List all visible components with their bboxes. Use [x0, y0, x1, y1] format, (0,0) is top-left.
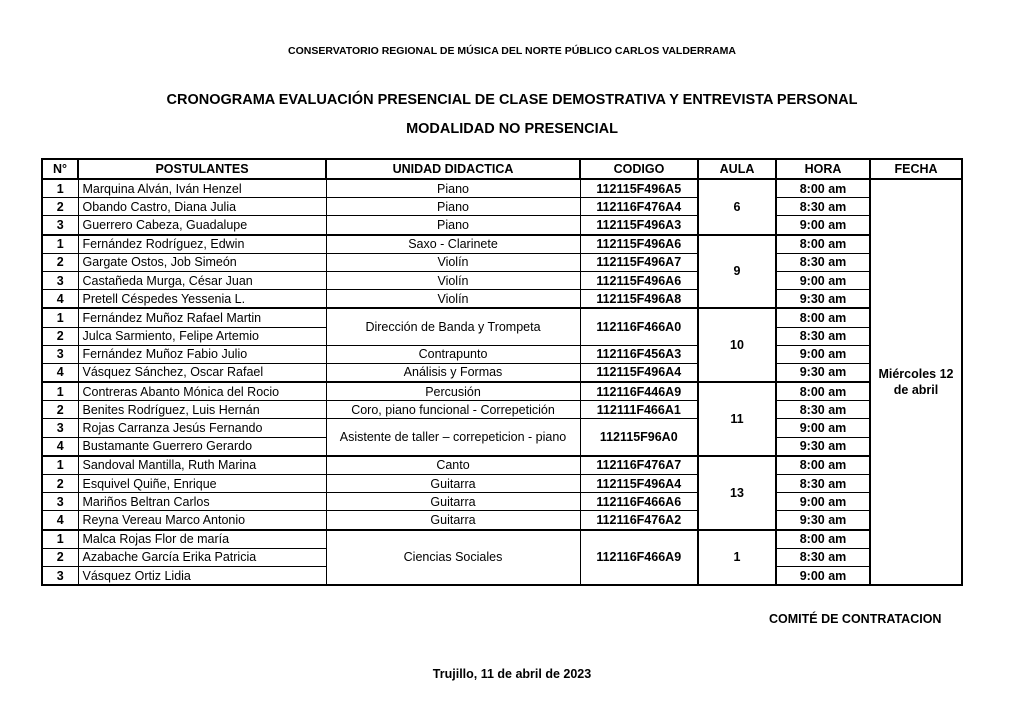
table-row: [42, 235, 962, 254]
applicant-name: Rojas Carranza Jesús Fernando: [78, 419, 326, 437]
codigo: 112115F496A7: [580, 253, 698, 271]
unidad-didactica: Percusión: [326, 382, 580, 401]
applicant-name: Benites Rodríguez, Luis Hernán: [78, 401, 326, 419]
hora: 8:30 am: [776, 548, 870, 566]
table-row: [42, 363, 962, 382]
row-number: 4: [42, 511, 78, 530]
hora: 9:00 am: [776, 216, 870, 235]
applicant-name: Contreras Abanto Mónica del Rocio: [78, 382, 326, 401]
hora: 9:30 am: [776, 363, 870, 382]
unidad-didactica: Coro, piano funcional - Correpetición: [326, 401, 580, 419]
codigo: 112116F476A2: [580, 511, 698, 530]
row-number: 2: [42, 198, 78, 216]
unidad-didactica: Violín: [326, 290, 580, 309]
row-number: 3: [42, 493, 78, 511]
table-row: [42, 216, 962, 235]
codigo: 112111F466A1: [580, 401, 698, 419]
row-number: 3: [42, 419, 78, 437]
fecha: Miércoles 12 de abril: [870, 179, 962, 585]
applicant-name: Mariños Beltran Carlos: [78, 493, 326, 511]
schedule-table: [41, 158, 963, 586]
hora: 8:30 am: [776, 198, 870, 216]
row-number: 2: [42, 548, 78, 566]
table-row: [42, 382, 962, 401]
row-number: 4: [42, 363, 78, 382]
table-body: [42, 179, 962, 585]
unidad-didactica: Violín: [326, 271, 580, 289]
hora: 9:30 am: [776, 437, 870, 456]
institution-name: CONSERVATORIO REGIONAL DE MÚSICA DEL NORTE PÚBLICO CARLOS VALDERRAMA: [287, 45, 737, 57]
codigo: 112115F496A3: [580, 216, 698, 235]
codigo: 112115F496A4: [580, 363, 698, 382]
table-row: [42, 198, 962, 216]
table-row: [42, 290, 962, 309]
hora: 9:00 am: [776, 271, 870, 289]
hora: 9:30 am: [776, 511, 870, 530]
applicant-name: Castañeda Murga, César Juan: [78, 271, 326, 289]
document-subtitle: MODALIDAD NO PRESENCIAL: [406, 121, 618, 137]
row-number: 3: [42, 271, 78, 289]
row-number: 3: [42, 216, 78, 235]
table-header-row: [42, 159, 962, 179]
unidad-didactica: Piano: [326, 179, 580, 198]
row-number: 1: [42, 530, 78, 549]
row-number: 1: [42, 456, 78, 475]
row-number: 1: [42, 382, 78, 401]
unidad-didactica: Violín: [326, 253, 580, 271]
hora: 9:00 am: [776, 493, 870, 511]
aula: 11: [698, 382, 776, 456]
hora: 9:00 am: [776, 566, 870, 585]
hora: 8:30 am: [776, 401, 870, 419]
header-hora: HORA: [776, 159, 870, 179]
table-row: [42, 401, 962, 419]
unidad-didactica: Guitarra: [326, 475, 580, 493]
codigo: 112115F496A6: [580, 271, 698, 289]
codigo: 112116F446A9: [580, 382, 698, 401]
codigo: 112116F466A0: [580, 308, 698, 345]
row-number: 2: [42, 327, 78, 345]
header-codigo: CODIGO: [580, 159, 698, 179]
row-number: 3: [42, 566, 78, 585]
unidad-didactica: Dirección de Banda y Trompeta: [326, 308, 580, 345]
aula: 6: [698, 179, 776, 235]
unidad-didactica: Canto: [326, 456, 580, 475]
codigo: 112115F496A4: [580, 475, 698, 493]
aula: 10: [698, 308, 776, 382]
row-number: 2: [42, 475, 78, 493]
unidad-didactica: Ciencias Sociales: [326, 530, 580, 586]
table-row: [42, 271, 962, 289]
header-number: N°: [42, 159, 78, 179]
hora: 8:30 am: [776, 327, 870, 345]
applicant-name: Gargate Ostos, Job Simeón: [78, 253, 326, 271]
unidad-didactica: Guitarra: [326, 493, 580, 511]
applicant-name: Fernández Muñoz Fabio Julio: [78, 345, 326, 363]
document-date: Trujillo, 11 de abril de 2023: [432, 667, 592, 681]
applicant-name: Sandoval Mantilla, Ruth Marina: [78, 456, 326, 475]
applicant-name: Marquina Alván, Iván Henzel: [78, 179, 326, 198]
unidad-didactica: Análisis y Formas: [326, 363, 580, 382]
unidad-didactica: Saxo - Clarinete: [326, 235, 580, 254]
table-row: [42, 475, 962, 493]
table-row: [42, 530, 962, 549]
row-number: 1: [42, 235, 78, 254]
hora: 8:00 am: [776, 530, 870, 549]
table-row: [42, 456, 962, 475]
row-number: 1: [42, 179, 78, 198]
table-row: [42, 345, 962, 363]
hora: 8:00 am: [776, 179, 870, 198]
codigo: 112116F476A7: [580, 456, 698, 475]
applicant-name: Azabache García Erika Patricia: [78, 548, 326, 566]
codigo: 112115F496A6: [580, 235, 698, 254]
applicant-name: Bustamante Guerrero Gerardo: [78, 437, 326, 456]
table-row: [42, 493, 962, 511]
row-number: 1: [42, 308, 78, 327]
unidad-didactica: Guitarra: [326, 511, 580, 530]
row-number: 4: [42, 290, 78, 309]
row-number: 2: [42, 401, 78, 419]
applicant-name: Obando Castro, Diana Julia: [78, 198, 326, 216]
row-number: 2: [42, 253, 78, 271]
table-row: [42, 511, 962, 530]
header-unidad-didactica: UNIDAD DIDACTICA: [326, 159, 580, 179]
table-row: [42, 179, 962, 198]
table-row: [42, 253, 962, 271]
applicant-name: Pretell Céspedes Yessenia L.: [78, 290, 326, 309]
applicant-name: Fernández Muñoz Rafael Martin: [78, 308, 326, 327]
unidad-didactica: Asistente de taller – correpeticion - piano: [326, 419, 580, 456]
codigo: 112116F466A6: [580, 493, 698, 511]
aula: 9: [698, 235, 776, 309]
hora: 9:30 am: [776, 290, 870, 309]
codigo: 112116F456A3: [580, 345, 698, 363]
applicant-name: Reyna Vereau Marco Antonio: [78, 511, 326, 530]
hora: 9:00 am: [776, 345, 870, 363]
hora: 8:00 am: [776, 308, 870, 327]
hora: 8:30 am: [776, 253, 870, 271]
applicant-name: Vásquez Sánchez, Oscar Rafael: [78, 363, 326, 382]
codigo: 112116F476A4: [580, 198, 698, 216]
hora: 8:00 am: [776, 456, 870, 475]
document-title: CRONOGRAMA EVALUACIÓN PRESENCIAL DE CLASE DEMOSTRATIVA Y ENTREVISTA PERSONAL: [166, 92, 858, 108]
unidad-didactica: Contrapunto: [326, 345, 580, 363]
hora: 8:00 am: [776, 382, 870, 401]
codigo: 112115F96A0: [580, 419, 698, 456]
table-row: [42, 308, 962, 327]
unidad-didactica: Piano: [326, 216, 580, 235]
hora: 8:30 am: [776, 475, 870, 493]
row-number: 3: [42, 345, 78, 363]
codigo: 112116F466A9: [580, 530, 698, 586]
applicant-name: Guerrero Cabeza, Guadalupe: [78, 216, 326, 235]
row-number: 4: [42, 437, 78, 456]
committee-signature: COMITÉ DE CONTRATACION: [769, 612, 942, 626]
header-aula: AULA: [698, 159, 776, 179]
hora: 9:00 am: [776, 419, 870, 437]
header-postulantes: POSTULANTES: [78, 159, 326, 179]
applicant-name: Fernández Rodríguez, Edwin: [78, 235, 326, 254]
hora: 8:00 am: [776, 235, 870, 254]
table-row: [42, 419, 962, 437]
applicant-name: Esquivel Quiñe, Enrique: [78, 475, 326, 493]
header-fecha: FECHA: [870, 159, 962, 179]
codigo: 112115F496A8: [580, 290, 698, 309]
unidad-didactica: Piano: [326, 198, 580, 216]
applicant-name: Julca Sarmiento, Felipe Artemio: [78, 327, 326, 345]
aula: 13: [698, 456, 776, 530]
aula: 1: [698, 530, 776, 586]
applicant-name: Vásquez Ortiz Lidia: [78, 566, 326, 585]
codigo: 112115F496A5: [580, 179, 698, 198]
applicant-name: Malca Rojas Flor de maría: [78, 530, 326, 549]
